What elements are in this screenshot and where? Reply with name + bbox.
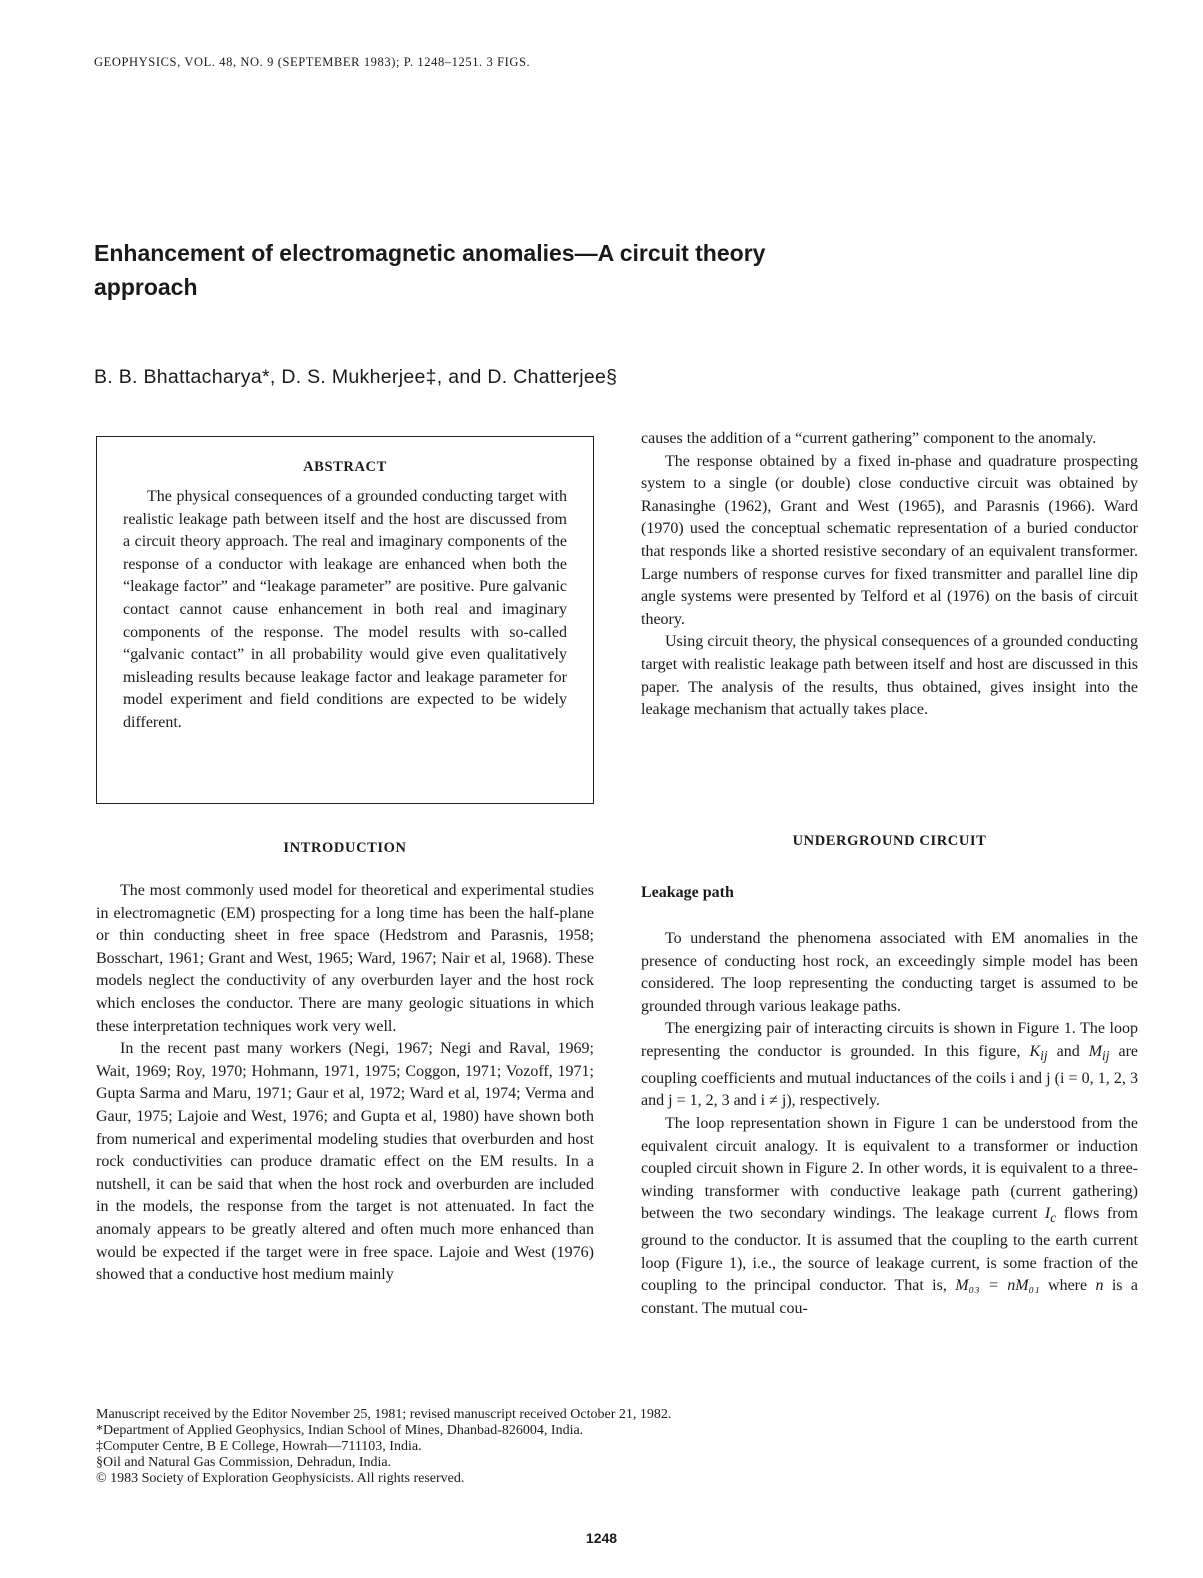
running-head: GEOPHYSICS, VOL. 48, NO. 9 (SEPTEMBER 1983); P. 1248–1251. 3 FIGS. <box>94 55 531 69</box>
introduction-body <box>96 880 594 1287</box>
introduction-paragraph-1: The most commonly used model for theoretical and experimental studies in electromagnetic (EM) prospecting for a long time has been the half-plane or thin conducting sheet in free space (Hedstrom and Parasnis, 1958; Bosschart, 1961; Grant and West, 1965; Ward, 1967; Nair et al, 1968). These models neglect the conductivity of any overburden layer and the host rock which encloses the conductor. There are many geologic situations in which these interpretation techniques work very well. <box>96 882 594 1035</box>
paper-scope-paragraph: Using circuit theory, the physical consequences of a grounded conducting target with realistic leakage path between itself and host are discussed in this paper. The analysis of the results, thus obtained, gives insight into the leakage mechanism that actually takes place. <box>641 633 1138 719</box>
p3-part-b: flows from ground to the conductor. It is assumed that the coupling to the earth current loop (Figure 1), i.e., the source of leakage current, is some fraction of the coupling to the principal conductor. That is, <box>641 1205 1139 1295</box>
constant-n: n <box>1095 1277 1104 1295</box>
leakage-paragraph-1: To understand the phenomena associated with EM anomalies in the presence of conducting host rock, an exceedingly simple model has been considered. The loop representing the conducting target is assumed to be grounded through various leakage paths. <box>641 930 1138 1015</box>
leakage-current-symbol: $I_c$ <box>1044 1205 1057 1226</box>
prior-work-paragraph: The response obtained by a fixed in-phase and quadrature prospecting system to a single (or double) close conductive circuit was obtained by Ranasinghe (1962), Grant and West (1965), and Parasnis (1966). Ward (1970) used the conceptual schematic representation of a buried conductor that responds like a shorted resistive secondary of an equivalent transformer. Large numbers of response curves for fixed transmitter and parallel line dip angle systems were presented by Telford et al (1976) on the basis of circuit theory. <box>641 452 1138 628</box>
footnote-copyright: © 1983 Society of Exploration Geophysicists. All rights reserved. <box>96 1471 465 1486</box>
footnote-author-2: ‡Computer Centre, B E College, Howrah—711103, India. <box>96 1439 422 1454</box>
underground-circuit-body <box>641 928 1138 1320</box>
footnote-author-3: §Oil and Natural Gas Commission, Dehradun, India. <box>96 1455 392 1470</box>
mutual-inductance-equation: M₀₃ = nM₀₁ <box>955 1277 1040 1295</box>
abstract-text: The physical consequences of a grounded conducting target with realistic leakage path between itself and the host are discussed from a circuit theory approach. The real and imaginary components of the response of a conductor with leakage are enhanced when both the “leakage factor” and “leakage parameter” are positive. Pure galvanic contact cannot cause enhancement in both real and imaginary components of the response. The model results with so-called “galvanic contact” in all probability would give even qualitatively misleading results because leakage factor and leakage parameter for model experiment and field conditions are expected to be widely different. <box>123 488 567 731</box>
abstract-heading: ABSTRACT <box>303 459 387 475</box>
footnote-manuscript: Manuscript received by the Editor November 25, 1981; revised manuscript received October 21, 1982. <box>96 1407 672 1422</box>
p3-part-a: The loop representation shown in Figure 1 can be understood from the equivalent circuit analogy. It is equivalent to a transformer or induction coupled circuit shown in Figure 2. In other words, it is equivalent to a three-winding transformer with conductive leakage path (current gathering) between the two secondary windings. The leakage current <box>641 1114 1138 1223</box>
leakage-path-subheading: Leakage path <box>641 884 734 901</box>
p3-part-c: where <box>1039 1277 1096 1295</box>
paper-title: Enhancement of electromagnetic anomalies—A circuit theory approach <box>94 240 766 300</box>
leakage-paragraph-3 <box>641 1113 1138 1321</box>
intro-continuation-paragraph: causes the addition of a “current gathering” component to the anomaly. <box>641 430 1097 447</box>
introduction-paragraph-2: In the recent past many workers (Negi, 1967; Negi and Raval, 1969; Wait, 1969; Roy, 1970; Hohmann, 1971, 1975; Coggon, 1971; Vozoff, 1971; Gupta Sarma and Maru, 1971; Gaur et al, 1972; Ward et al, 1974; Verma and Gaur, 1975; Lajoie and West, 1976; and Gupta et al, 1980) have shown both from numerical and experimental modeling studies that overburden and host rock conductivities can produce dramatic effect on the EM results. In a nutshell, it can be said that when the host rock and overburden are included in the models, the response from the target is not attenuated. In fact the anomaly appears to be greatly altered and often much more enhanced than would be expected if the target were in free space. Lajoie and West (1976) showed that a conductive host medium mainly <box>96 1040 594 1284</box>
abstract-box <box>96 436 594 804</box>
leakage-paragraph-2: The energizing pair of interacting circuits is shown in Figure 1. The loop representing the conductor is grounded. In this figure, $K_{ij}$ and $M_{ij}$ are coupling coefficients and mutual inductances of the coils i and j (i = 0, 1, 2, 3 and j = 1, 2, 3 and i ≠ j), respectively. <box>641 1020 1139 1110</box>
page-number: 1248 <box>585 1530 618 1546</box>
footnotes <box>96 1407 856 1487</box>
right-column-top <box>641 428 1138 722</box>
p3-part-d: is a constant. The mutual cou- <box>641 1277 1138 1317</box>
footnote-author-1: *Department of Applied Geophysics, Indian School of Mines, Dhanbad-826004, India. <box>96 1423 584 1438</box>
underground-circuit-heading: UNDERGROUND CIRCUIT <box>792 833 987 849</box>
author-list: B. B. Bhattacharya*, D. S. Mukherjee‡, and D. Chatterjee§ <box>94 366 618 388</box>
introduction-heading: INTRODUCTION <box>283 840 407 856</box>
